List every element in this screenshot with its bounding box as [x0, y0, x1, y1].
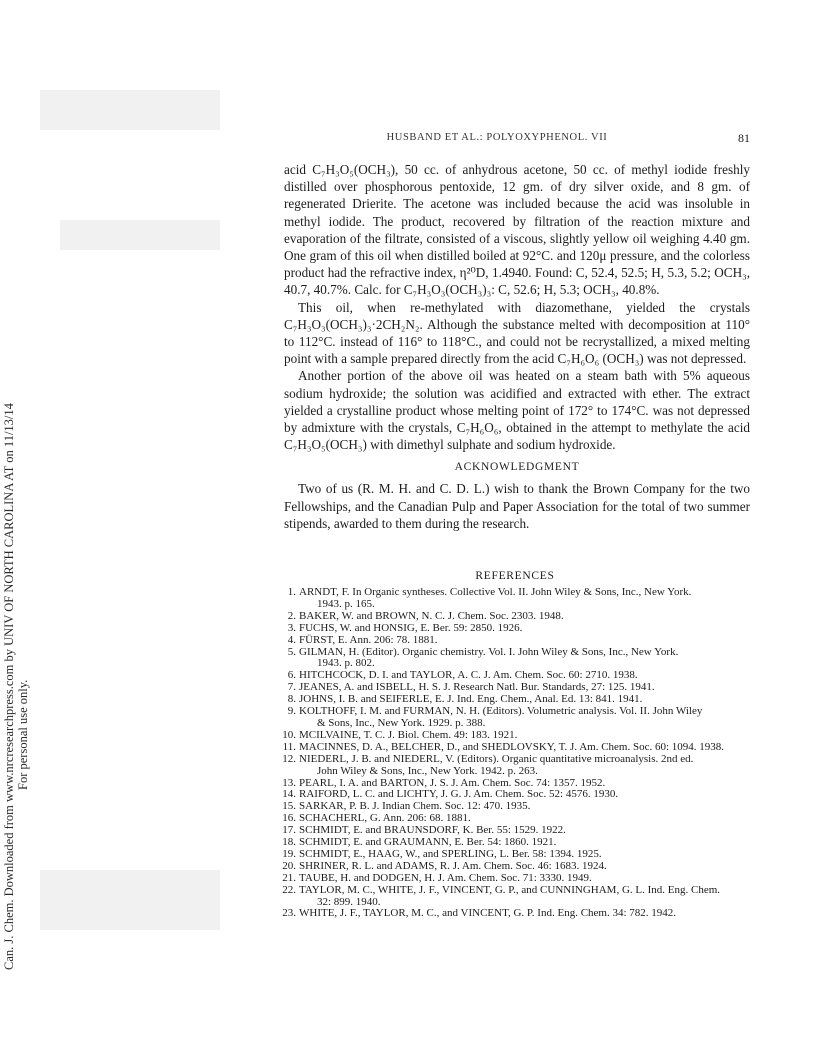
watermark-line-2: For personal use only. [16, 679, 30, 790]
reference-number: 11. [282, 740, 296, 753]
reference-number: 20. [282, 859, 296, 872]
acknowledgment-text: Two of us (R. M. H. and C. D. L.) wish to thank the Brown Company for the two Fellowships, and the Canadian Pulp and Paper Association for the total of two summer stipends, awarded to them during the research. [284, 481, 750, 531]
scan-artifact [60, 220, 220, 250]
reference-number: 21. [282, 871, 296, 884]
paragraph: This oil, when re-methylated with diazomethane, yielded the crystals C₇H₃O₃(OCH₃)₃·2CH₂N₂. Although the substance melted with decomposition at 110° to 112°C. instead of 116° to 118°C., and could not be recrystallized, a mixed melting point with a sample prepared directly from the acid C₇H₆O₆ (OCH₃) was not depressed. [284, 299, 750, 367]
reference-list [276, 587, 754, 920]
paragraph: acid C₇H₃O₅(OCH₃), 50 cc. of anhydrous acetone, 50 cc. of methyl iodide freshly distilled over phosphorous pentoxide, 12 gm. of dry silver oxide, and 8 gm. of regenerated Drierite. The acetone was included because the acid was insoluble in methyl iodide. The product, recovered by filtration of the reaction mixture and evaporation of the filtrate, consisted of a viscous, slightly yellow oil weighing 4.40 gm. One gram of this oil when distilled boiled at 92°C. and 120μ pressure, and the colorless product had the refractive index, η²⁰D, 1.4940. Found: C, 52.4, 52.5; H, 5.3, 5.2; OCH₃, 40.7, 40.7%. Calc. for C₇H₃O₃(OCH₃)₃: C, 52.6; H, 5.3; OCH₃, 40.8%. [284, 162, 750, 298]
reference-item [276, 885, 754, 909]
reference-number: 5. [287, 645, 296, 658]
reference-number: 22. [282, 883, 296, 896]
reference-continuation: John Wiley & Sons, Inc., New York. 1942. p. 263. [317, 764, 538, 777]
acknowledgment-heading: ACKNOWLEDGMENT [454, 461, 580, 474]
page-number: 81 [738, 131, 750, 145]
reference-number: 12. [282, 752, 296, 765]
reference-text: FUCHS, W. and HONSIG, E. Ber. 59: 2850. 1926. [299, 621, 523, 634]
reference-number: 17. [282, 824, 296, 837]
reference-text: SARKAR, P. B. J. Indian Chem. Soc. 12: 470. 1935. [299, 800, 531, 813]
reference-item [276, 754, 754, 778]
running-head: HUSBAND ET AL.: POLYOXYPHENOL. VII [386, 132, 608, 143]
reference-number: 2. [287, 609, 296, 622]
reference-number: 10. [282, 728, 296, 741]
reference-text: SCHACHERL, G. Ann. 206: 68. 1881. [299, 812, 471, 825]
reference-number: 18. [282, 836, 296, 849]
reference-number: 14. [282, 788, 296, 801]
scan-artifact [40, 870, 220, 930]
page-header [284, 132, 750, 148]
reference-text: SCHMIDT, E. and BRAUNSDORF, K. Ber. 55: 1529. 1922. [299, 824, 566, 837]
references-heading: REFERENCES [475, 570, 555, 582]
reference-text: RAIFORD, L. C. and LICHTY, J. G. J. Am. Chem. Soc. 52: 4576. 1930. [299, 788, 619, 801]
reference-text: TAUBE, H. and DODGEN, H. J. Am. Chem. Soc. 71: 3330. 1949. [299, 871, 592, 884]
reference-text: JEANES, A. and ISBELL, H. S. J. Research Natl. Bur. Standards, 27: 125. 1941. [299, 681, 655, 694]
reference-number: 16. [282, 812, 296, 825]
reference-text: JOHNS, I. B. and SEIFERLE, E. J. Ind. Eng. Chem., Anal. Ed. 13: 841. 1941. [299, 693, 643, 706]
body-text [284, 161, 750, 532]
reference-item [276, 908, 754, 920]
reference-text: MACINNES, D. A., BELCHER, D., and SHEDLOVSKY, T. J. Am. Chem. Soc. 60: 1094. 1938. [299, 740, 725, 753]
reference-text: WHITE, J. F., TAYLOR, M. C., and VINCENT, G. P. Ind. Eng. Chem. 34: 782. 1942. [299, 907, 677, 920]
watermark-line-1: Can. J. Chem. Downloaded from www.nrcresearchpress.com by UNIV OF NORTH CAROLINA AT on 11/13/14 [2, 403, 16, 970]
reference-number: 1. [287, 586, 296, 598]
reference-continuation: 32: 899. 1940. [317, 895, 381, 908]
reference-number: 13. [282, 776, 296, 789]
reference-number: 19. [282, 847, 296, 860]
reference-text: GILMAN, H. (Editor). Organic chemistry. Vol. I. John Wiley & Sons, Inc., New York. [299, 645, 679, 658]
references-section [276, 568, 754, 920]
reference-text: MCILVAINE, T. C. J. Biol. Chem. 49: 183. 1921. [299, 728, 518, 741]
reference-number: 4. [287, 633, 296, 646]
reference-text: BAKER, W. and BROWN, N. C. J. Chem. Soc. 2303. 1948. [299, 609, 564, 622]
reference-item [276, 706, 754, 730]
reference-text: KOLTHOFF, I. M. and FURMAN, N. H. (Editors). Volumetric analysis. Vol. II. John Wiley [299, 705, 703, 718]
reference-text: FÜRST, E. Ann. 206: 78. 1881. [299, 633, 438, 646]
reference-text: HITCHCOCK, D. I. and TAYLOR, A. C. J. Am. Chem. Soc. 60: 2710. 1938. [299, 669, 638, 682]
reference-text: PEARL, I. A. and BARTON, J. S. J. Am. Chem. Soc. 74: 1357. 1952. [299, 776, 606, 789]
paragraph: Another portion of the above oil was heated on a steam bath with 5% aqueous sodium hydroxide; the solution was acidified and extracted with ether. The extract yielded a crystalline product whose melting point of 172° to 174°C. was not depressed by admixture with the crystals, C₇H₆O₆, obtained in the attempt to methylate the acid C₇H₃O₅(OCH₃) with dimethyl sulphate and sodium hydroxide. [284, 368, 750, 453]
reference-text: NIEDERL, J. B. and NIEDERL, V. (Editors). Organic quantitative microanalysis. 2nd ed. [299, 752, 694, 765]
reference-number: 15. [282, 800, 296, 813]
reference-text: SCHMIDT, E., HAAG, W., and SPERLING, L. Ber. 58: 1394. 1925. [299, 847, 602, 860]
reference-item [276, 647, 754, 671]
download-watermark [0, 0, 40, 1053]
reference-text: ARNDT, F. In Organic syntheses. Collective Vol. II. John Wiley & Sons, Inc., New York. [299, 586, 692, 598]
reference-continuation: 1943. p. 165. [317, 597, 375, 610]
reference-text: SCHMIDT, E. and GRAUMANN, E. Ber. 54: 1860. 1921. [299, 836, 557, 849]
reference-continuation: 1943. p. 802. [317, 657, 375, 670]
reference-number: 6. [287, 669, 296, 682]
reference-number: 9. [287, 705, 296, 718]
reference-continuation: & Sons, Inc., New York. 1929. p. 388. [317, 716, 486, 729]
reference-text: TAYLOR, M. C., WHITE, J. F., VINCENT, G. P., and CUNNINGHAM, G. L. Ind. Eng. Chem. [299, 883, 721, 896]
reference-number: 23. [282, 907, 296, 920]
reference-text: SHRINER, R. L. and ADAMS, R. J. Am. Chem. Soc. 46: 1683. 1924. [299, 859, 607, 872]
reference-number: 8. [287, 693, 296, 706]
scan-artifact [40, 90, 220, 130]
reference-number: 3. [287, 621, 296, 634]
reference-number: 7. [287, 681, 296, 694]
reference-item [276, 587, 754, 611]
